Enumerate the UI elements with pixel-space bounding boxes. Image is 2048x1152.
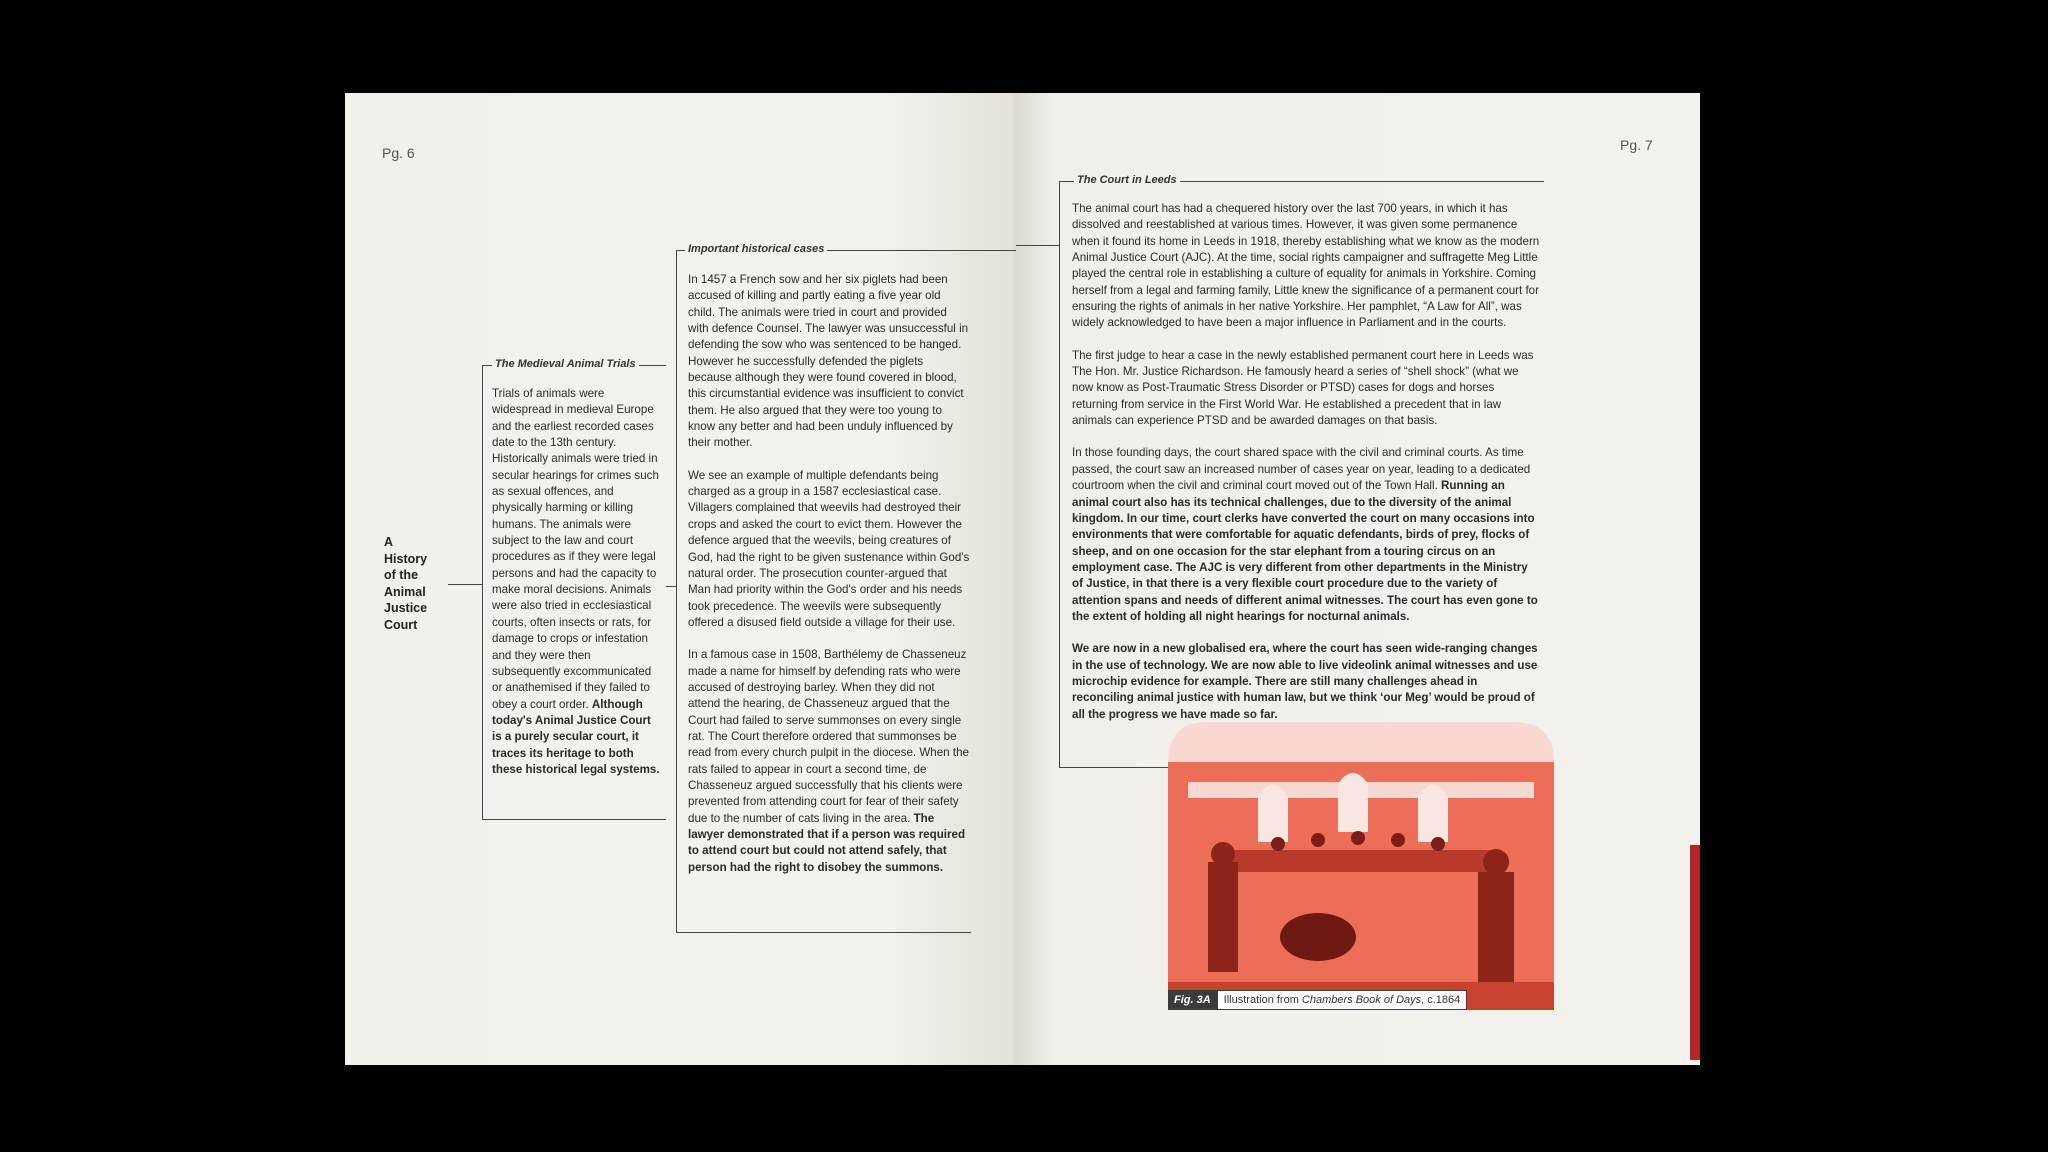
leeds-globalised-era: We are now in a new globalised era, where the court has seen wide-ranging changes in the use of technology. We are now able to live videolink animal witnesses and use microchip evidence for example. There are still many challenges ahead in reconciling animal justice with human law, but we think ‘our Meg’ would be proud of all the progress we have made so far. (1072, 642, 1538, 721)
bracket-leeds-bottom (1059, 767, 1169, 768)
leeds-founding-body: In those founding days, the court shared space with the civil and criminal courts. As time passed, the court saw an increased number of cases year on year, leading to a dedicated courtroom when the civil and criminal court moved out of the Town Hall. (1072, 446, 1531, 493)
title-line: A (384, 535, 394, 549)
caption-prefix: Illustration from (1223, 994, 1302, 1006)
illustration-bench (1228, 850, 1498, 872)
title-line: Court (384, 617, 418, 632)
illustration-pig (1280, 913, 1356, 961)
bracket-historical-bottom (676, 932, 971, 933)
page-number-right: Pg. 7 (1620, 137, 1653, 153)
caption-source: Chambers Book of Days (1301, 994, 1422, 1006)
title-line: Animal (384, 584, 426, 599)
label-court-leeds: The Court in Leeds (1074, 174, 1180, 186)
title-line: of the (384, 568, 419, 582)
connector-line (666, 586, 676, 587)
illustration-figure (1311, 833, 1325, 847)
bracket-medieval-bottom (482, 819, 666, 820)
page-number-left: Pg. 6 (382, 145, 415, 161)
medieval-body-bold: Although today's Animal Justice Court is a purely secular court, it traces its heritage to both these historical legal systems. (492, 697, 660, 776)
figure-caption-text (1217, 990, 1468, 1010)
case-1508-bold: The lawyer demonstrated that if a person was required to attend court but could not attend safely, that person had the right to disobey the summons. (688, 811, 966, 874)
illustration-figure-right-head (1483, 849, 1509, 875)
figure-tag: Fig. 3A (1168, 990, 1217, 1010)
illustration-figure-left-head (1211, 842, 1235, 866)
title-line: History (384, 551, 428, 566)
title-line: Justice (384, 601, 428, 615)
connector-line (448, 584, 482, 585)
figure-caption (1168, 990, 1467, 1010)
illustration-window (1338, 773, 1368, 832)
illustration-figure-right (1478, 872, 1514, 992)
illustration-figure-left (1208, 862, 1238, 972)
case-1457: In 1457 a French sow and her six piglets had been accused of killing and partly eating a five year old child. The animals were tried in court and provided with defence Counsel. The lawyer was unsuccessful in defending the sow who was sentenced to be hanged. However he successfully defended the piglets because although they were found covered in blood, this circumstantial evidence was insufficient to convict them. He also argued that they were too young to know any better and had been unduly influenced by their mother. (688, 273, 969, 450)
label-historical-cases: Important historical cases (685, 243, 827, 255)
bracket-medieval (482, 365, 483, 820)
connector-line (1016, 245, 1059, 246)
case-1508-body: In a famous case in 1508, Barthélemy de Chasseneuz made a name for himself by defending rats who were accused of destroying barley. When they did not attend the hearing, de Chasseneuz argued that the Court had failed to serve summonses on every single rat. The Court therefore ordered that summonses be read from every church pulpit in the diocese. When the rats failed to appear in court a second time, de Chasseneuz argued successfully that his clients were prevented from attending court for fear of their safety due to the number of cats living in the area. (688, 648, 969, 825)
section-title (384, 534, 427, 633)
illustration-figure (1271, 837, 1285, 851)
caption-date: , c.1864 (1421, 994, 1461, 1006)
leeds-history: The animal court has had a chequered history over the last 700 years, in which it has dissolved and reestablished at various times. However, it was given some permanence when it found its home in Leeds in 1918, thereby establishing what we know as the modern Animal Justice Court (AJC). At the time, social rights campaigner and suffragette Meg Little played the central role in establishing a culture of equality for animals in Yorkshire. Coming herself from a legal and farming family, Little knew the significance of a permanent court for ensuring the rights of animals in her native Yorkshire. Her pamphlet, “A Law for All”, was widely acknowledged to have been a major influence in Parliament and in the courts. (1072, 202, 1540, 330)
illustration-figure (1391, 833, 1405, 847)
historical-text (688, 272, 970, 892)
medieval-body: Trials of animals were widespread in medieval Europe and the earliest recorded cases date to the 13th century. Historically animals were tried in secular hearings for crimes such as sexual offences, and physically harming or killing humans. The animals were subject to the law and court procedures as if they were legal persons and had the capacity to make moral decisions. Animals were also tried in ecclesiastical courts, often insects or rats, for damage to crops or infestation and they were then subsequently excommunicated or anathemised if they failed to obey a court order. (492, 387, 659, 711)
court-illustration (1168, 722, 1554, 1010)
illustration-window (1258, 785, 1288, 843)
leeds-first-judge: The first judge to hear a case in the newly established permanent court here in Leeds was The Hon. Mr. Justice Richardson. He famously heard a series of “shell shock” (what we now know as Post-Traumatic Stress Disorder or PTSD) cases for dogs and horses returning from service in the First World War. He established a precedent that in law animals can experience PTSD and be awarded damages on that basis. (1072, 348, 1534, 428)
illustration-figure (1431, 837, 1445, 851)
bracket-historical (676, 250, 677, 933)
bracket-leeds (1059, 181, 1060, 768)
case-1587: We see an example of multiple defendants being charged as a group in a 1587 ecclesiastical case. Villagers complained that weevils had destroyed their crops and asked the court to evict them. However the defence argued that the weevils, being creatures of God, had the right to be given sustenance within God's natural order. The prosecution counter-argued that Man had priority within the God's order and his needs took precedence. The weevils were subsequently offered a disused field outside a village for their use. (688, 468, 970, 629)
book-cover-edge (1690, 845, 1700, 1060)
case-1508 (688, 647, 970, 876)
leeds-founding-bold: Running an animal court also has its technical challenges, due to the diversity of the animal kingdom. In our time, court clerks have converted the court on many occasions into environments that were comfortable for aquatic defendants, birds of prey, flocks of sheep, and on one occasion for the star elephant from a touring circus on an employment case. The AJC is very different from other departments in the Ministry of Justice, in that there is a very flexible court procedure due to the variety of attention spans and needs of different animal witnesses. The court has even gone to the extent of holding all night hearings for nocturnal animals. (1072, 479, 1538, 623)
illustration-window (1418, 785, 1448, 843)
medieval-text (492, 386, 662, 778)
leeds-text (1072, 201, 1540, 739)
leeds-founding (1072, 445, 1540, 625)
illustration-figure (1351, 831, 1365, 845)
label-medieval-trials: The Medieval Animal Trials (492, 358, 639, 370)
